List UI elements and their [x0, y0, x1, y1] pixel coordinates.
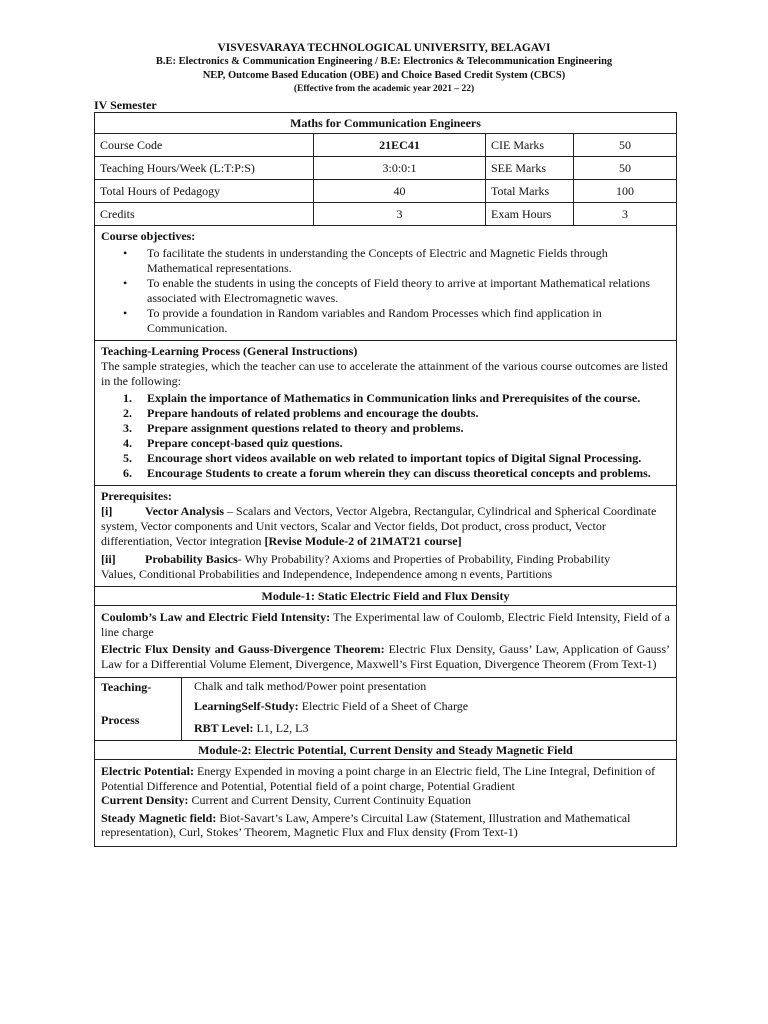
list-item: Prepare concept-based quiz questions.: [147, 436, 343, 450]
course-code-value: 21EC41: [313, 134, 485, 156]
prereq-text-cont: Values, Conditional Probabilities and Independence, Independence among n events, Partitions: [101, 567, 553, 581]
pedagogy-hours-label: Total Hours of Pedagogy: [100, 184, 221, 198]
objectives-list: [101, 246, 670, 336]
scheme-line: NEP, Outcome Based Education (OBE) and Choice Based Credit System (CBCS): [202, 70, 566, 81]
prereq-ref: [Revise Module-2 of 21MAT21 course]: [264, 534, 462, 548]
tlp-title: Teaching-Learning Process (General Instructions): [101, 344, 358, 358]
tlp-list: [101, 391, 670, 481]
module-topic: [101, 764, 670, 793]
list-item: Encourage short videos available on web related to important topics of Digital Signal Processing.: [147, 451, 642, 465]
tlp-intro: The sample strategies, which the teacher can use to accelerate the attainment of the various course outcomes are listed in the following:: [101, 359, 668, 388]
tp-rbt-level: [194, 721, 308, 736]
prereq-title: Prerequisites:: [101, 489, 172, 503]
teaching-process-label: [95, 678, 182, 740]
teaching-hours-label: Teaching Hours/Week (L:T:P:S): [100, 161, 255, 175]
exam-hours-value: 3: [573, 203, 676, 225]
topic-head: Electric Potential:: [101, 764, 194, 778]
rbt-text: L1, L2, L3: [253, 721, 309, 735]
rbt-head: RBT Level:: [194, 721, 254, 735]
exam-hours-label: Exam Hours: [485, 203, 573, 225]
module-topic: [101, 642, 670, 671]
prereq-item: [101, 504, 670, 549]
credits-label: Credits: [100, 207, 135, 221]
list-item: Prepare assignment questions related to theory and problems.: [147, 421, 464, 435]
tp-self-study: [194, 699, 468, 714]
topic-head: Coulomb’s Law and Electric Field Intensity:: [101, 610, 331, 624]
list-item: Prepare handouts of related problems and encourage the doubts.: [147, 406, 479, 420]
module-1-content: [95, 605, 676, 677]
tp-method: Chalk and talk method/Power point presentation: [194, 679, 427, 693]
effective-line: (Effective from the academic year 2021 – 22): [293, 84, 475, 94]
topic-head: Electric Flux Density and Gauss-Divergence Theorem:: [101, 642, 385, 656]
course-objectives-section: [95, 225, 676, 340]
tp-label-line: Teaching-: [101, 680, 152, 694]
list-item: Encourage Students to create a forum wherein they can discuss theoretical concepts and problems.: [147, 466, 651, 480]
syllabus-table: [94, 112, 677, 847]
cie-marks-label: CIE Marks: [485, 134, 573, 156]
topic-text: Energy Expended in moving a point charge in an Electric field, The Line Integral, Definition of Potential Difference and Potential, Potential field of a point charge, Potential Gradient: [101, 764, 656, 793]
course-info-row: [95, 179, 676, 202]
credits-value: 3: [313, 203, 485, 225]
module-2-content: [95, 759, 676, 846]
total-marks-label: Total Marks: [485, 180, 573, 202]
topic-text: The Experimental law of Coulomb, Electric Field Intensity, Field of a line charge: [101, 610, 670, 639]
prerequisites-section: [95, 485, 676, 586]
teaching-process-content: [182, 678, 676, 740]
course-info-row: [95, 202, 676, 225]
topic-paren: (: [449, 825, 454, 839]
topic-head: Steady Magnetic field:: [101, 810, 217, 825]
module-1-title: Module-1: Static Electric Field and Flux Density: [95, 586, 676, 605]
list-item: • To facilitate the students in understanding the Concepts of Electric and Magnetic Fields through Mathematical representations.: [101, 246, 670, 276]
pedagogy-hours-value: 40: [313, 180, 485, 202]
objectives-title: Course objectives:: [101, 229, 196, 243]
prereq-text: – Scalars and Vectors, Vector Algebra, Rectangular, Cylindrical and Spherical Coordinate system, Vector components and Unit vectors, Scalar and Vector fields, Dot product, cross product, Vector differentiation, Vector integration: [101, 504, 657, 548]
see-marks-value: 50: [573, 157, 676, 179]
prereq-head: Vector Analysis: [145, 504, 225, 518]
teaching-learning-section: [95, 340, 676, 485]
cie-marks-value: 50: [573, 134, 676, 156]
topic-text: Current and Current Density, Current Continuity Equation: [188, 793, 471, 807]
topic-head: Current Density:: [101, 793, 189, 807]
semester-label: IV Semester: [94, 98, 157, 112]
tp-self-study-text: Electric Field of a Sheet of Charge: [298, 699, 469, 713]
prereq-item: [101, 552, 670, 567]
prereq-tag: [i]: [101, 504, 113, 518]
prereq-text: - Why Probability? Axioms and Properties of Probability, Finding Probability: [237, 552, 611, 566]
see-marks-label: SEE Marks: [485, 157, 573, 179]
list-item: • To provide a foundation in Random variables and Random Processes which find application in Communication.: [101, 306, 670, 336]
course-title: Maths for Communication Engineers: [290, 116, 481, 130]
tp-label-line: Process: [101, 713, 140, 727]
course-info-row: [95, 133, 676, 156]
list-item: • To enable the students in using the concepts of Field theory to arrive at important Mathematical relations associated with Electromagnetic waves.: [101, 276, 670, 306]
module-2-title: Module-2: Electric Potential, Current Density and Steady Magnetic Field: [95, 740, 676, 759]
topic-ref: From Text-1): [453, 825, 518, 839]
university-name: VISVESVARAYA TECHNOLOGICAL UNIVERSITY, BELAGAVI: [217, 42, 551, 54]
prereq-head: Probability Basics: [145, 552, 238, 566]
list-item: Explain the importance of Mathematics in Communication links and Prerequisites of the course.: [147, 391, 641, 405]
module-topic: [101, 610, 670, 639]
module-topic: [101, 793, 670, 808]
branches-line: B.E: Electronics & Communication Engineering / B.E: Electronics & Telecommunication Engineering: [155, 56, 613, 67]
module-topic: [101, 811, 670, 840]
topic-text: Electric Flux Density, Gauss’ Law, Application of Gauss’ Law for a Differential Volume Element, Divergence, Maxwell’s First Equation, Divergence Theorem (From Text-1): [101, 642, 670, 671]
course-code-label: Course Code: [100, 138, 163, 152]
prereq-tag: [ii]: [101, 552, 116, 566]
teaching-hours-value: 3:0:0:1: [313, 157, 485, 179]
teaching-process-row: [95, 677, 676, 740]
course-info-row: [95, 156, 676, 179]
total-marks-value: 100: [573, 180, 676, 202]
topic-text: Biot-Savart’s Law, Ampere’s Circuital Law (Statement, Illustration and Mathematical representation), Curl, Stokes’ Theorem, Magnetic Flux and Flux density: [101, 810, 631, 839]
tp-self-study-head: LearningSelf-Study:: [194, 699, 299, 713]
